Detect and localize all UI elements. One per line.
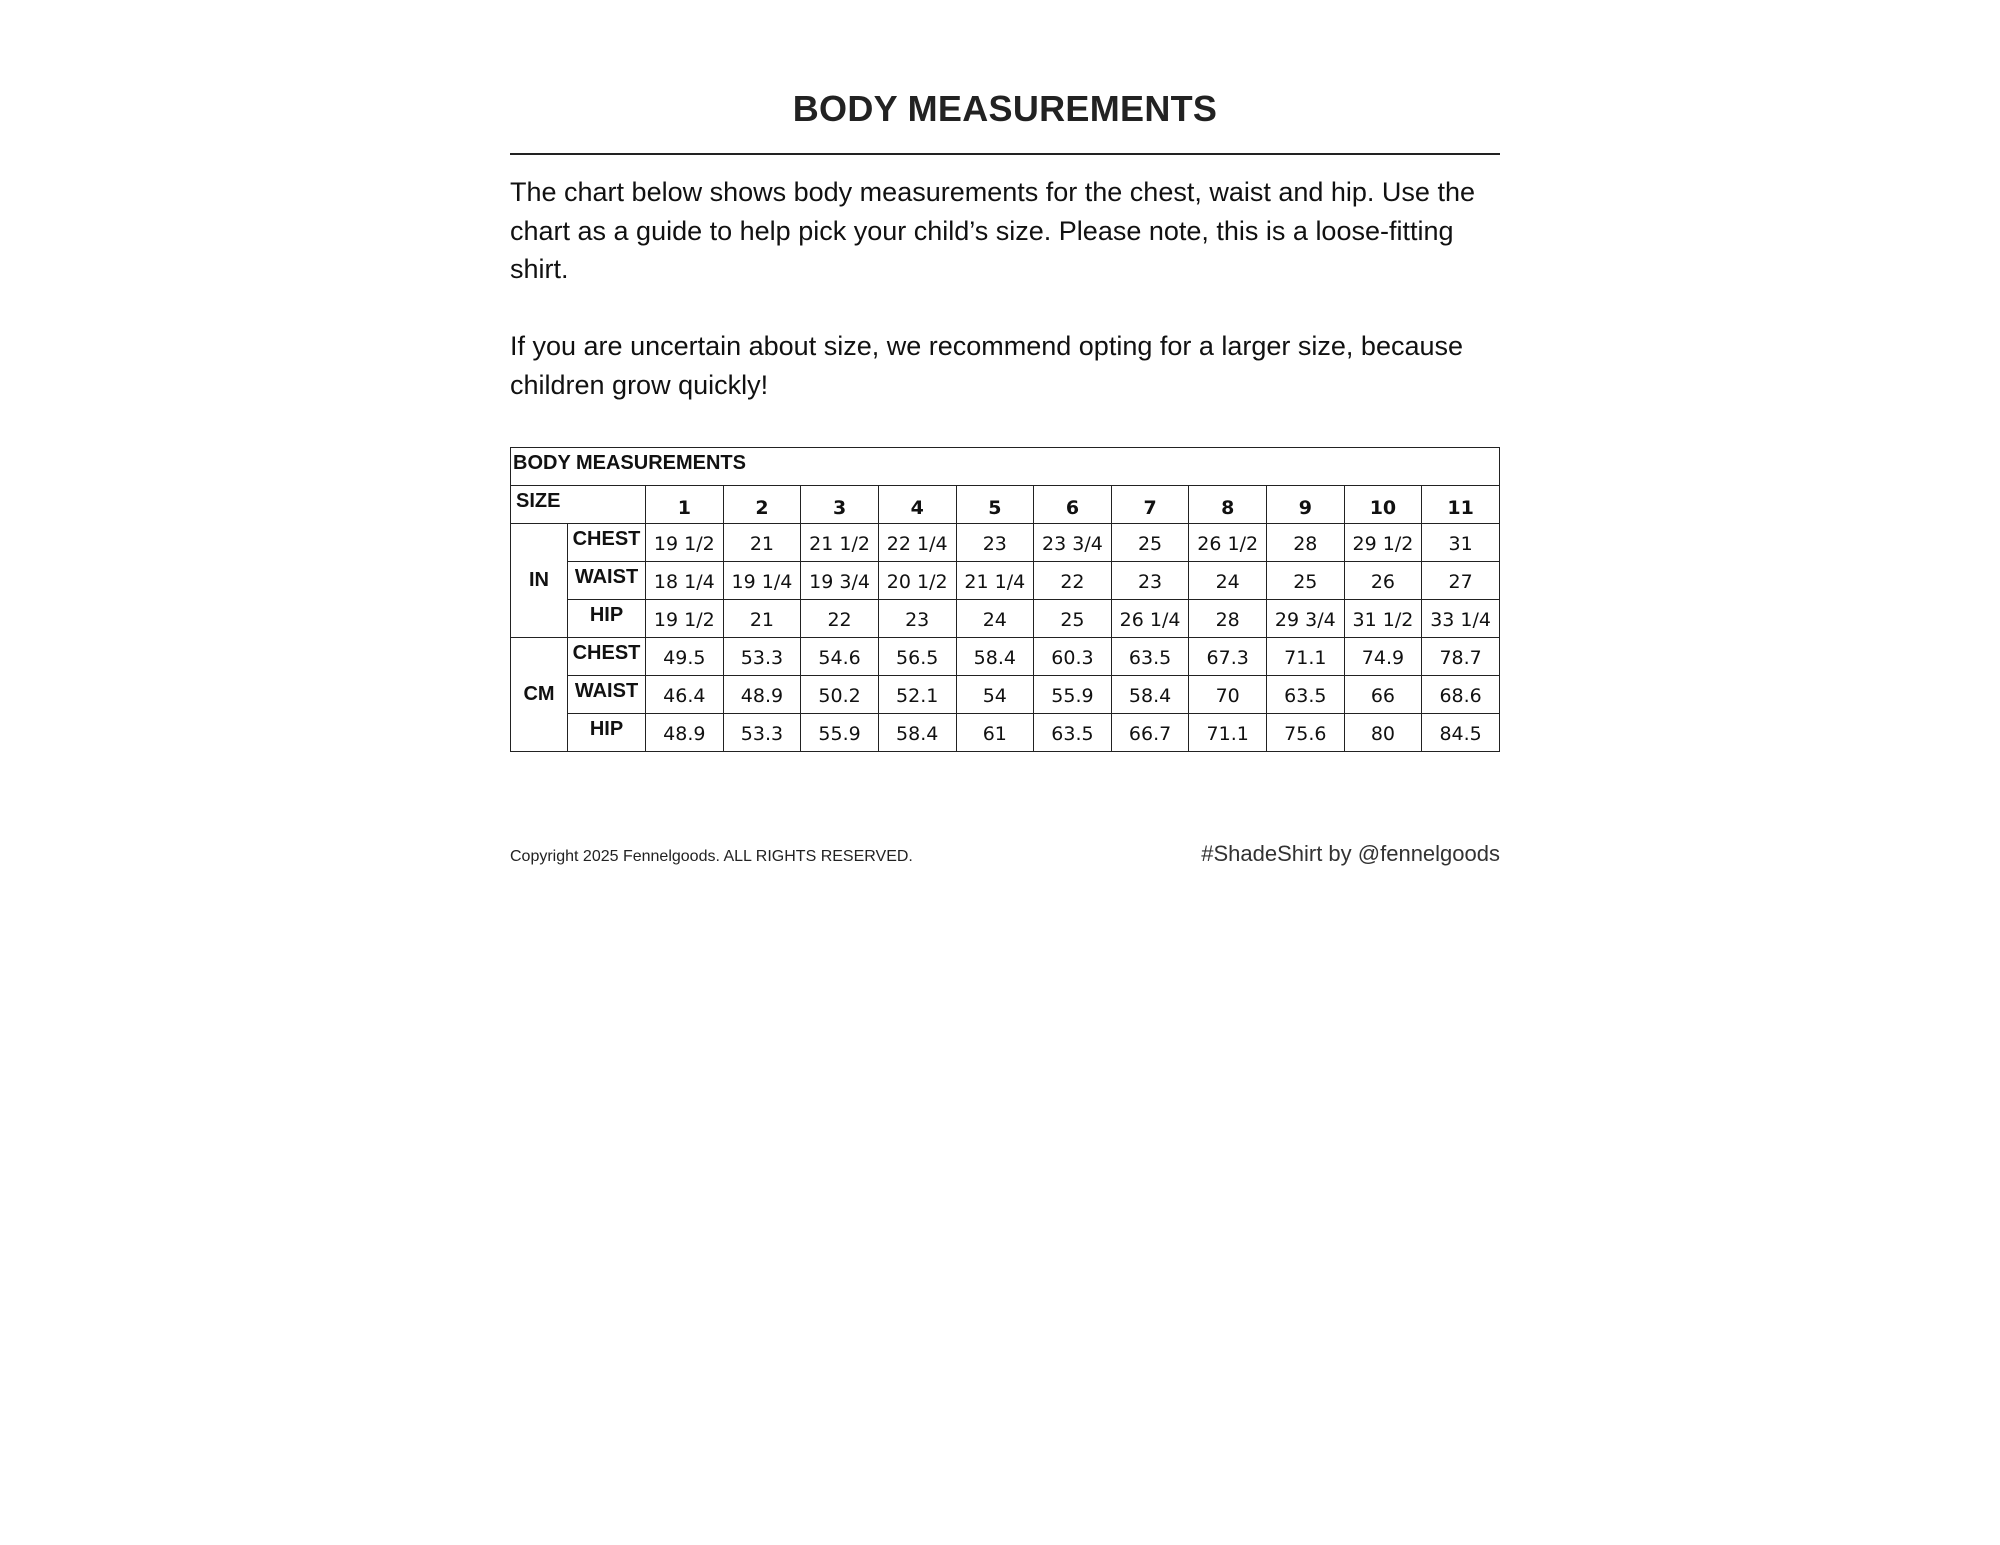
- measurement-label: WAIST: [568, 562, 646, 600]
- measurement-value: 66: [1344, 676, 1422, 714]
- measurement-value: 63.5: [1111, 638, 1189, 676]
- measurement-value: 48.9: [723, 676, 801, 714]
- measurement-value: 60.3: [1034, 638, 1112, 676]
- table-title: BODY MEASUREMENTS: [511, 448, 1500, 486]
- measurement-value: 25: [1034, 600, 1112, 638]
- title-divider: [510, 153, 1500, 155]
- measurement-value: 18 1/4: [646, 562, 724, 600]
- measurement-value: 61: [956, 714, 1034, 752]
- measurement-value: 22 1/4: [878, 524, 956, 562]
- measurement-value: 21 1/2: [801, 524, 879, 562]
- measurement-value: 26 1/4: [1111, 600, 1189, 638]
- measurement-value: 55.9: [1034, 676, 1112, 714]
- measurement-value: 19 1/4: [723, 562, 801, 600]
- measurement-value: 25: [1111, 524, 1189, 562]
- measurement-value: 78.7: [1422, 638, 1500, 676]
- page-title: BODY MEASUREMENTS: [792, 88, 1218, 129]
- measurement-value: 20 1/2: [878, 562, 956, 600]
- size-header-cell: 4: [878, 486, 956, 524]
- unit-label: CM: [511, 638, 568, 752]
- measurement-value: 28: [1189, 600, 1267, 638]
- measurement-value: 54: [956, 676, 1034, 714]
- measurement-label: HIP: [568, 714, 646, 752]
- measurement-value: 75.6: [1267, 714, 1345, 752]
- measurement-value: 28: [1267, 524, 1345, 562]
- measurement-value: 26: [1344, 562, 1422, 600]
- measurement-value: 26 1/2: [1189, 524, 1267, 562]
- measurement-value: 29 3/4: [1267, 600, 1345, 638]
- measurement-value: 56.5: [878, 638, 956, 676]
- measurement-label: CHEST: [568, 638, 646, 676]
- measurement-value: 53.3: [723, 638, 801, 676]
- measurement-value: 71.1: [1267, 638, 1345, 676]
- measurement-value: 21: [723, 524, 801, 562]
- measurement-value: 31: [1422, 524, 1500, 562]
- measurement-value: 66.7: [1111, 714, 1189, 752]
- measurement-value: 31 1/2: [1344, 600, 1422, 638]
- measurement-value: 84.5: [1422, 714, 1500, 752]
- hashtag-credit: #ShadeShirt by @fennelgoods: [1201, 841, 1500, 866]
- measurement-value: 67.3: [1189, 638, 1267, 676]
- measurement-value: 71.1: [1189, 714, 1267, 752]
- size-header-cell: 7: [1111, 486, 1189, 524]
- intro-text: [510, 173, 1500, 404]
- measurement-value: 58.4: [1111, 676, 1189, 714]
- measurement-value: 24: [956, 600, 1034, 638]
- measurement-value: 70: [1189, 676, 1267, 714]
- measurement-value: 55.9: [801, 714, 879, 752]
- measurement-value: 33 1/4: [1422, 600, 1500, 638]
- measurement-value: 19 1/2: [646, 600, 724, 638]
- measurement-value: 49.5: [646, 638, 724, 676]
- size-header-cell: 8: [1189, 486, 1267, 524]
- measurement-value: 21 1/4: [956, 562, 1034, 600]
- measurement-value: 23: [1111, 562, 1189, 600]
- measurement-value: 68.6: [1422, 676, 1500, 714]
- intro-paragraph-2: If you are uncertain about size, we recommend opting for a larger size, because children grow quickly!: [510, 331, 1464, 400]
- measurement-value: 48.9: [646, 714, 724, 752]
- measurement-value: 22: [1034, 562, 1112, 600]
- copyright-text: Copyright 2025 Fennelgoods. ALL RIGHTS RESERVED.: [510, 848, 913, 865]
- measurement-value: 50.2: [801, 676, 879, 714]
- measurement-value: 25: [1267, 562, 1345, 600]
- size-header-cell: 5: [956, 486, 1034, 524]
- size-header-cell: 2: [723, 486, 801, 524]
- measurement-value: 23: [956, 524, 1034, 562]
- measurement-value: 24: [1189, 562, 1267, 600]
- size-header-cell: 10: [1344, 486, 1422, 524]
- measurement-value: 23: [878, 600, 956, 638]
- size-header-cell: 9: [1267, 486, 1345, 524]
- measurements-table: [510, 447, 1500, 752]
- unit-label: IN: [511, 524, 568, 638]
- size-header-row: [511, 486, 1500, 524]
- size-header-cell: 6: [1034, 486, 1112, 524]
- table-row: [511, 600, 1500, 638]
- measurement-value: 21: [723, 600, 801, 638]
- measurement-value: 19 3/4: [801, 562, 879, 600]
- measurement-value: 58.4: [878, 714, 956, 752]
- measurement-value: 63.5: [1267, 676, 1345, 714]
- measurement-value: 74.9: [1344, 638, 1422, 676]
- size-header-cell: 1: [646, 486, 724, 524]
- table-row: [511, 714, 1500, 752]
- intro-paragraph-1: The chart below shows body measurements for the chest, waist and hip. Use the chart as a guide to help pick your child’s size. Please note, this is a loose-fitting shirt.: [510, 177, 1475, 284]
- table-row: [511, 638, 1500, 676]
- size-header-cell: 11: [1422, 486, 1500, 524]
- measurement-value: 22: [801, 600, 879, 638]
- measurement-value: 27: [1422, 562, 1500, 600]
- table-row: [511, 676, 1500, 714]
- size-label: SIZE: [511, 486, 646, 524]
- measurement-value: 58.4: [956, 638, 1034, 676]
- measurement-label: CHEST: [568, 524, 646, 562]
- table-title-row: [511, 448, 1500, 486]
- measurement-value: 80: [1344, 714, 1422, 752]
- measurement-value: 23 3/4: [1034, 524, 1112, 562]
- measurement-value: 29 1/2: [1344, 524, 1422, 562]
- measurement-label: HIP: [568, 600, 646, 638]
- measurement-value: 52.1: [878, 676, 956, 714]
- measurement-value: 53.3: [723, 714, 801, 752]
- measurement-value: 54.6: [801, 638, 879, 676]
- measurement-value: 19 1/2: [646, 524, 724, 562]
- measurement-value: 63.5: [1034, 714, 1112, 752]
- measurement-value: 46.4: [646, 676, 724, 714]
- measurement-label: WAIST: [568, 676, 646, 714]
- table-row: [511, 562, 1500, 600]
- size-header-cell: 3: [801, 486, 879, 524]
- table-row: [511, 524, 1500, 562]
